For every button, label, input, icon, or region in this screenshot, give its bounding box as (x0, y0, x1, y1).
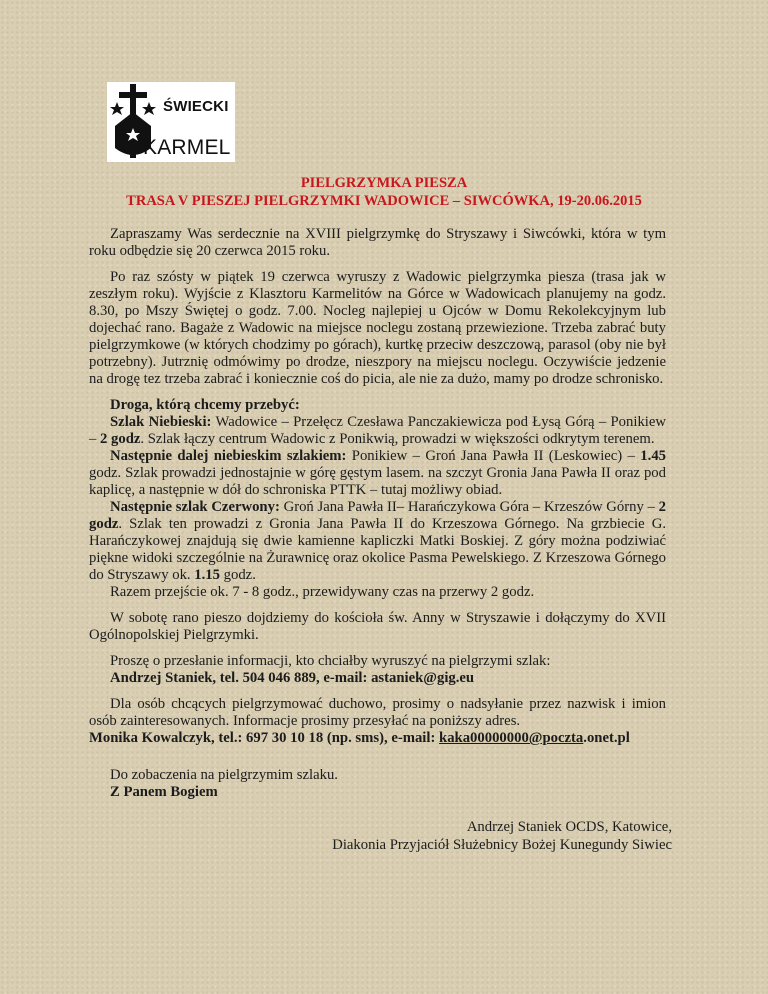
details-paragraph: Po raz szósty w piątek 19 czerwca wyruszy z Wadowic pielgrzymka piesza (trasa jak w zeszłym roku). Wyjście z Klasztoru Karmelitów na Górce w Wadowicach planujemy na godz. 8.30, po Mszy Świętej o godz. 7.00. Nocleg najlepiej u Ojców w Domu Rekolekcyjnym lub dojechać rano. Bagaże z Wadowic na miejsce noclegu zostaną przewiezione. Trzeba zabrać buty pielgrzymkowe (w których chodzimy po górach), kurtkę przeciw deszczową, parasol (oby nie był potrzebny). Jutrznię odmówimy po drodze, nieszpory na miejscu noclegu. Oczywiście jedzenie na drogę tez trzeba zabrać i koniecznie coś do picia, ale nie za dużo, mamy po drodze schronisko. (89, 269, 666, 387)
contact-andrzej: Andrzej Staniek, tel. 504 046 889, e-mail: astaniek@gig.eu (110, 670, 475, 686)
route-step-blue: Szlak Niebieski: Wadowice – Przełęcz Czesława Panczakiewicza pod Łysą Górą – Ponikiew – 2 godz. Szlak łączy centrum Wadowic z Ponikwią, prowadzi w większości odkrytym terenem. (89, 414, 666, 447)
spiritual-paragraph: Dla osób chcących pielgrzymować duchowo, prosimy o nadsyłanie przez nazwisk i imion osób zainteresowanych. Informacje prosimy przesyłać na poniższy adres. (89, 696, 666, 729)
saturday-paragraph: W sobotę rano pieszo dojdziemy do kościoła św. Anny w Stryszawie i dołączymy do XVII Ogólnopolskiej Pielgrzymki. (89, 610, 666, 643)
route-heading: Droga, którą chcemy przebyć: (110, 397, 300, 413)
karmel-logo (107, 82, 235, 162)
route-total: Razem przejście ok. 7 - 8 godz., przewidywany czas na przerwy 2 godz. (110, 584, 535, 600)
signature-block (300, 818, 672, 854)
signature-organization: Diakonia Przyjaciół Służebnicy Bożej Kunegundy Siwiec (332, 837, 672, 853)
document-subtitle: TRASA V PIESZEJ PIELGRZYMKI WADOWICE – SIWCÓWKA, 19-20.06.2015 (126, 193, 642, 209)
email-link[interactable]: kaka00000000@poczta (439, 730, 584, 746)
spiritual-section (89, 696, 666, 747)
signup-request: Proszę o przesłanie informacji, kto chciałby wyruszyć na pielgrzymi szlak: (110, 653, 551, 669)
signature-name: Andrzej Staniek OCDS, Katowice, (466, 819, 672, 835)
invitation-paragraph: Zapraszamy Was serdecznie na XVIII pielgrzymkę do Stryszawy i Siwcówki, która w tym roku odbędzie się 20 czerwca 2015 roku. (89, 226, 666, 259)
logo-text-karmel: KARMEL (143, 136, 231, 159)
route-section (89, 397, 666, 601)
document-title: PIELGRZYMKA PIESZA (300, 175, 468, 191)
logo-text-swiecki: ŚWIECKI (163, 98, 229, 115)
route-step-red: Następnie szlak Czerwony: Groń Jana Pawła II– Harańczykowa Góra – Krzeszów Górny – 2 godz. Szlak ten prowadzi z Gronia Jana Pawła II do Krzeszowa Górnego. Na grzbiecie G. Harańczykowej znajdują się dwie kamienne kapliczki Matki Boskiej. Z góry można podziwiać piękne widoki szczególnie na Żurawnicę oraz okolice Pasma Pewelskiego. Z Krzeszowa Górnego do Stryszawy ok. 1.15 godz. (89, 499, 666, 583)
closing-blessing: Z Panem Bogiem (110, 784, 218, 800)
signup-section (89, 653, 666, 687)
document-body (89, 226, 666, 801)
contact-monika: Monika Kowalczyk, tel.: 697 30 10 18 (np. sms), e-mail: kaka00000000@poczta.onet.pl (89, 730, 630, 746)
route-step-blue-continued: Następnie dalej niebieskim szlakiem: Ponikiew – Groń Jana Pawła II (Leskowiec) – 1.45 godz. Szlak prowadzi jednostajnie w górę gęstym lasem. na szczyt Gronia Jana Pawła II oraz pod kaplicę, a następnie w dół do schroniska PTTK – tutaj możliwy obiad. (89, 448, 666, 498)
closing-line: Do zobaczenia na pielgrzymim szlaku. (110, 767, 338, 783)
